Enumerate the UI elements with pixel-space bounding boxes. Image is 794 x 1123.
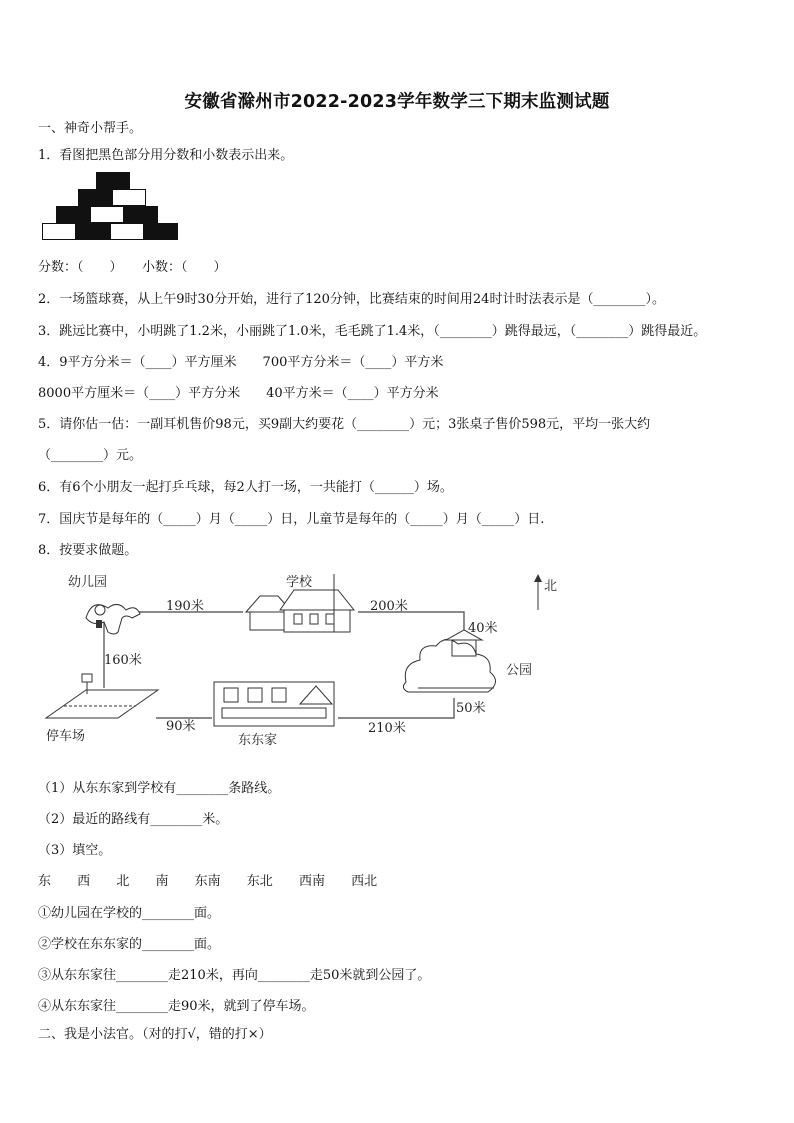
label-kindergarten: 幼儿园 (68, 575, 108, 590)
distance-40: 40米 (468, 621, 498, 636)
road-school-park (358, 612, 464, 636)
label-home: 东东家 (238, 733, 278, 748)
label-park: 公园 (506, 663, 533, 678)
direction-word: 东北 (246, 874, 273, 889)
page-title: 安徽省滁州市2022-2023学年数学三下期末监测试题 (184, 92, 610, 112)
brick-white (42, 223, 76, 240)
parking-icon (46, 674, 158, 718)
q8-fill-3: ③从东东家往________走210米，再向________走50米就到公园了。 (38, 968, 431, 983)
direction-word: 西北 (351, 874, 378, 889)
distance-210: 210米 (368, 721, 406, 736)
direction-word: 西南 (298, 874, 325, 889)
brick-black (76, 223, 110, 240)
question-2: 2．一场篮球赛，从上午9时30分开始，进行了120分钟，比赛结束的时间用24时计时法表示是（________）。 (38, 292, 665, 307)
distance-50: 50米 (456, 701, 486, 716)
brick-white (112, 189, 146, 206)
brick-white (110, 223, 144, 240)
distance-160: 160米 (104, 653, 142, 668)
direction-word-bank (38, 873, 399, 891)
section-one-heading: 一、神奇小帮手。 (38, 121, 143, 136)
route-map (38, 570, 598, 770)
question-3: 3．跳远比赛中，小明跳了1.2米，小丽跳了1.0米，毛毛跳了1.4米，（________）跳得最远，（________）跳得最近。 (38, 324, 707, 339)
distance-190: 190米 (166, 599, 204, 614)
q1-answer-line: 分数：（ ） 小数：（ ） (38, 260, 227, 275)
question-4-line-1: 4．9平方分米＝（____）平方厘米 700平方分米＝（____）平方米 (38, 355, 444, 370)
direction-word: 东 (38, 874, 52, 889)
brick-black (56, 206, 90, 223)
distance-90: 90米 (166, 719, 196, 734)
north-arrow-icon (534, 574, 542, 610)
q8-sub-1: （1）从东东家到学校有________条路线。 (38, 781, 281, 796)
label-school: 学校 (286, 575, 313, 590)
question-4-line-2: 8000平方厘米＝（____）平方分米 40平方米＝（____）平方分米 (38, 386, 439, 401)
question-5-line-1: 5．请你估一估：一副耳机售价98元，买9副大约要花（________）元；3张桌子售价598元，平均一张大约 (38, 417, 651, 432)
brick-black (124, 206, 158, 223)
direction-word: 北 (116, 874, 130, 889)
direction-word: 东南 (194, 874, 221, 889)
kindergarten-icon (86, 604, 140, 634)
distance-200: 200米 (370, 599, 408, 614)
brick-figure (42, 172, 182, 246)
brick-black (78, 189, 112, 206)
label-north: 北 (544, 579, 558, 594)
q8-fill-2: ②学校在东东家的________面。 (38, 937, 221, 952)
home-icon (214, 682, 334, 726)
question-5-line-2: （________）元。 (38, 448, 143, 463)
brick-black (96, 172, 130, 189)
label-parking: 停车场 (46, 729, 86, 744)
direction-word: 西 (77, 874, 91, 889)
question-1: 1．看图把黑色部分用分数和小数表示出来。 (38, 148, 294, 163)
direction-word: 南 (155, 874, 169, 889)
q8-sub-2: （2）最近的路线有________米。 (38, 812, 229, 827)
section-two-heading: 二、我是小法官。（对的打√，错的打×） (38, 1027, 272, 1042)
question-7: 7．国庆节是每年的（_____）月（_____）日，儿童节是每年的（_____）月（_____）日. (38, 512, 545, 527)
brick-black (144, 223, 178, 240)
q8-fill-1: ①幼儿园在学校的________面。 (38, 906, 221, 921)
q8-sub-3: （3）填空。 (38, 843, 112, 858)
question-8: 8．按要求做题。 (38, 543, 138, 558)
park-icon (403, 630, 495, 692)
road-home-park (338, 698, 454, 718)
brick-white (90, 206, 124, 223)
question-6: 6．有6个小朋友一起打乒乓球，每2人打一场，一共能打（______）场。 (38, 480, 453, 495)
q8-fill-4: ④从东东家往________走90米，就到了停车场。 (38, 999, 315, 1014)
